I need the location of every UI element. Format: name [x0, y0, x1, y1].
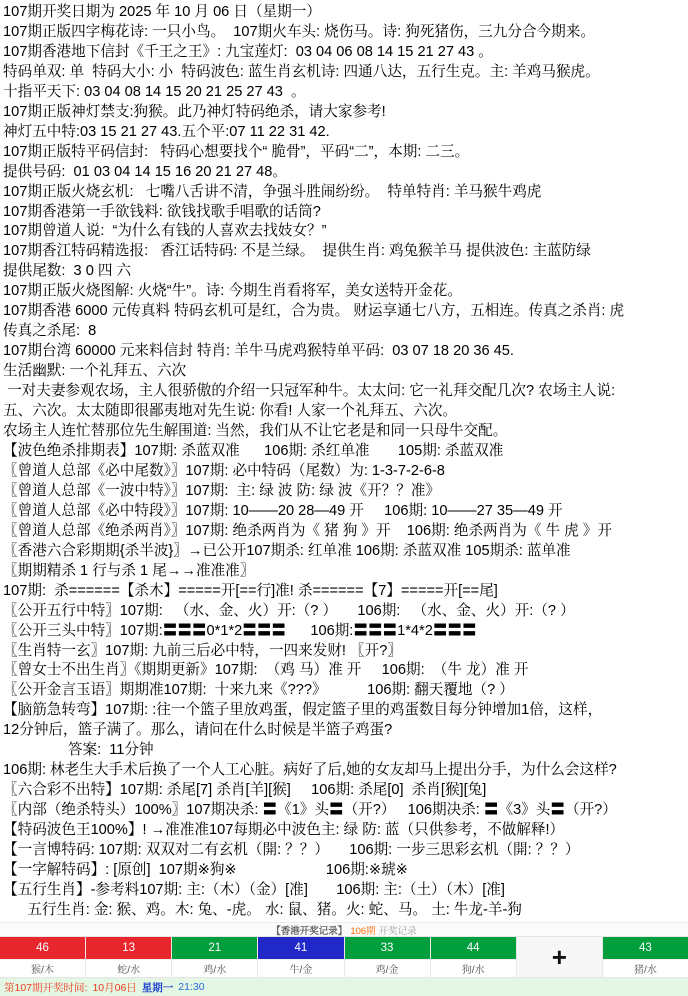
- text-line: 五行生肖: 金: 猴、鸡。木: 兔、-虎。 水: 鼠、猪。火: 蛇、马。 土: 牛龙-羊-狗: [3, 901, 522, 918]
- text-line: 107期香港 6000 元传真料 特码玄机可是红，合为贵。 财运享通七八方，五相连。传真之杀肖: 虎: [3, 303, 625, 320]
- footer-draw-time-label: 第107期开奖时间:: [4, 981, 88, 994]
- result-column: [603, 937, 688, 977]
- result-zodiac-element-label: 猪/水: [603, 959, 688, 977]
- text-line: 十指平天下: 03 04 08 14 15 20 21 25 27 43 。: [3, 83, 306, 100]
- text-line: 〖公开三头中特〗107期:〓〓〓0*1*2〓〓〓 106期:〓〓〓1*4*2〓〓〓: [3, 622, 477, 639]
- result-zodiac-element-label: 鸡/水: [172, 959, 257, 977]
- result-column: [258, 937, 344, 977]
- text-line: 【波色绝杀排期表】107期: 杀蓝双准 106期: 杀红单准 105期: 杀蓝双准: [3, 442, 504, 459]
- text-line: 107期正版特平码信封: 特码心想要找个“ 脆骨”，平码“二”，本期: 二三。: [3, 143, 470, 160]
- text-line: 农场主人连忙替那位先生解围道: 当然，我们从不让它老是和同一只母牛交配。: [3, 423, 508, 440]
- text-line: 一对夫妻参观农场，主人很骄傲的介绍一只冠军种牛。太太问: 它一礼拜交配几次? 农场主人说:: [3, 383, 616, 400]
- results-record-bar: [0, 922, 688, 936]
- result-number: 33: [345, 937, 430, 959]
- text-line: 【五行生肖】-参考料107期: 主:（木）（金）[准] 106期: 主:（土）（木）[准]: [3, 881, 505, 898]
- text-line: 〖六合彩不出特】107期: 杀尾[7] 杀肖[羊][猴] 106期: 杀尾[0] 杀肖[猴][兔]: [3, 782, 487, 799]
- text-line: 【脑筋急转弯】107期: :往一个篮子里放鸡蛋，假定篮子里的鸡蛋数目每分钟增加1倍，这样，: [3, 702, 603, 719]
- text-line: 〖曾道人总部《一波中特》〗107期: 主: 绿 波 防: 绿 波《开？？准》: [3, 482, 441, 499]
- text-line: 106期: 林老生大手术后换了一个人工心脏。病好了后,她的女友却马上提出分手，为什么会这样?: [3, 762, 617, 779]
- result-number: 21: [172, 937, 257, 959]
- text-line: 〖曾女士不出生肖〗《期期更新》107期: （鸡 马）准 开 106期: （牛 龙）准 开: [3, 662, 529, 679]
- text-line: 传真之杀尾: 8: [3, 323, 97, 340]
- text-line: 107期台湾 60000 元来料信封 特肖: 羊牛马虎鸡猴特单平码: 03 07 18 20 36 45.: [3, 343, 514, 360]
- result-zodiac-element-label: 鸡/金: [345, 959, 430, 977]
- text-line: 〖内部（绝杀特头）100%〗107期决杀: 〓《1》头〓（开?） 106期决杀: 〓《3》头〓（开?）: [3, 802, 617, 819]
- result-column: [172, 937, 258, 977]
- result-zodiac-element-label: 蛇/水: [86, 959, 171, 977]
- text-line: 〖曾道人总部《必中特段》〗107期: 10——20 28—49 开 106期: 10——27 35—49 开: [3, 502, 563, 519]
- text-line: 〖公开金言玉语〗期期准107期: 十来九来《???》 106期: 翻天覆地（? ）: [3, 682, 514, 699]
- text-line: 107期正版神灯禁支:狗猴。此乃神灯特码绝杀，请大家参考!: [3, 103, 386, 120]
- text-line: 107期开奖日期为 2025 年 10 月 06 日（星期一）: [3, 4, 321, 20]
- text-line: 【一言博特码: 107期: 双双对二有玄机（開: ？？） 106期: 一步三思彩玄机（開: ？？）: [3, 842, 580, 859]
- result-zodiac-element-label: 狗/水: [431, 959, 516, 977]
- text-line: 〖曾道人总部《绝杀两肖》〗107期: 绝杀两肖为《 猪 狗 》开 106期: 绝杀两肖为《 牛 虎 》开: [3, 522, 612, 539]
- text-line: 〖生肖特一玄〗107期: 九前三后必中特，一四来发财! 〖开?〗: [3, 642, 402, 659]
- text-line: 提供尾数: 3 0 四 六: [3, 263, 132, 280]
- text-line: 【一字解特码】: [原创] 107期※狗※ 106期:※琥※: [3, 861, 408, 878]
- footer-draw-weekday: 星期一: [141, 981, 174, 994]
- result-column: [431, 937, 517, 977]
- text-line: 生活幽默: 一个礼拜五、六次: [3, 363, 187, 380]
- text-line: 〖公开五行中特〗107期: （水、金、火）开:（? ） 106期: （水、金、火）开:（? ）: [3, 602, 575, 619]
- text-line: 107期香港地下信封《千王之王》: 九宝莲灯: 03 04 06 08 14 15 21 27 43 。: [3, 43, 493, 60]
- text-line: 12分钟后，篮子满了。那么，请问在什么时候是半篮子鸡蛋?: [3, 722, 393, 739]
- record-bar-issue: 106期: [350, 925, 376, 937]
- result-number: 43: [603, 937, 688, 959]
- text-line: 107期香港第一手欲钱料: 欲钱找歌手唱歌的话筒?: [3, 203, 321, 220]
- footer-draw-date: 10月06日: [92, 981, 137, 994]
- result-column: [86, 937, 172, 977]
- text-line: 〖香港六合彩期期{杀半波}〗→已公开107期杀: 红单准 106期: 杀蓝双准 105期杀: 蓝单准: [3, 542, 571, 559]
- text-line: 【特码波色王100%】! →准准准107每期必中波色主: 绿 防: 蓝（只供参考，不做解释!）: [3, 822, 565, 839]
- plus-separator: +: [517, 937, 603, 977]
- text-line: 107期正版四字梅花诗: 一只小鸟。 107期火车头: 烧伤马。诗: 狗死猪伤，三九分合今期来。: [3, 23, 595, 40]
- result-number: 41: [258, 937, 343, 959]
- text-line: 107期: 杀======【杀木】=====开[==行]准! 杀======【7】=====开[==尾]: [3, 582, 498, 599]
- text-line: 特码单双: 单 特码大小: 小 特码波色: 蓝生肖玄机诗: 四通八达，五行生克。主: 羊鸡马猴虎。: [3, 63, 600, 80]
- result-column: [0, 937, 86, 977]
- text-line: 107期曾道人说: “为什么有钱的人喜欢去找妓女？”: [3, 223, 327, 240]
- text-line: 〖期期精杀 1 行与杀 1 尾→→准准准〗: [3, 562, 255, 579]
- record-bar-suffix: 开奖记录: [378, 925, 417, 937]
- text-line: 〖曾道人总部《必中尾数》〗107期: 必中特码（尾数）为: 1-3-7-2-6-8: [3, 462, 445, 479]
- result-number: 13: [86, 937, 171, 959]
- text-line: 答案: 11分钟: [3, 742, 154, 759]
- draw-results-row: [0, 936, 688, 978]
- result-zodiac-element-label: 猴/木: [0, 959, 85, 977]
- result-column: [345, 937, 431, 977]
- footer-draw-clock: 21:30: [178, 981, 205, 993]
- text-line: 神灯五中特:03 15 21 27 43.五个平:07 11 22 31 42.: [3, 123, 330, 140]
- text-line: 提供号码: 01 03 04 14 15 16 20 21 27 48。: [3, 163, 287, 180]
- result-number: 44: [431, 937, 516, 959]
- record-bar-title: 【香港开奖记录】: [271, 925, 348, 937]
- text-line: 五、六次。太太随即很鄙夷地对先生说: 你看! 人家一个礼拜五、六次。: [3, 403, 458, 420]
- result-number: 46: [0, 937, 85, 959]
- text-line: 107期正版火烧图解: 火烧“牛”。诗: 今期生肖看将军，美女送特开金花。: [3, 283, 462, 300]
- text-line: 107期正版火烧玄机: 七嘴八舌讲不清，争强斗胜闹纷纷。 特单特肖: 羊马猴牛鸡虎: [3, 183, 542, 200]
- result-zodiac-element-label: 牛/金: [258, 959, 343, 977]
- text-line: 107期香江特码精选报: 香江话特码: 不是兰绿。 提供生肖: 鸡兔猴羊马 提供波色: 主蓝防绿: [3, 243, 591, 260]
- footer-draw-time-bar: [0, 978, 688, 996]
